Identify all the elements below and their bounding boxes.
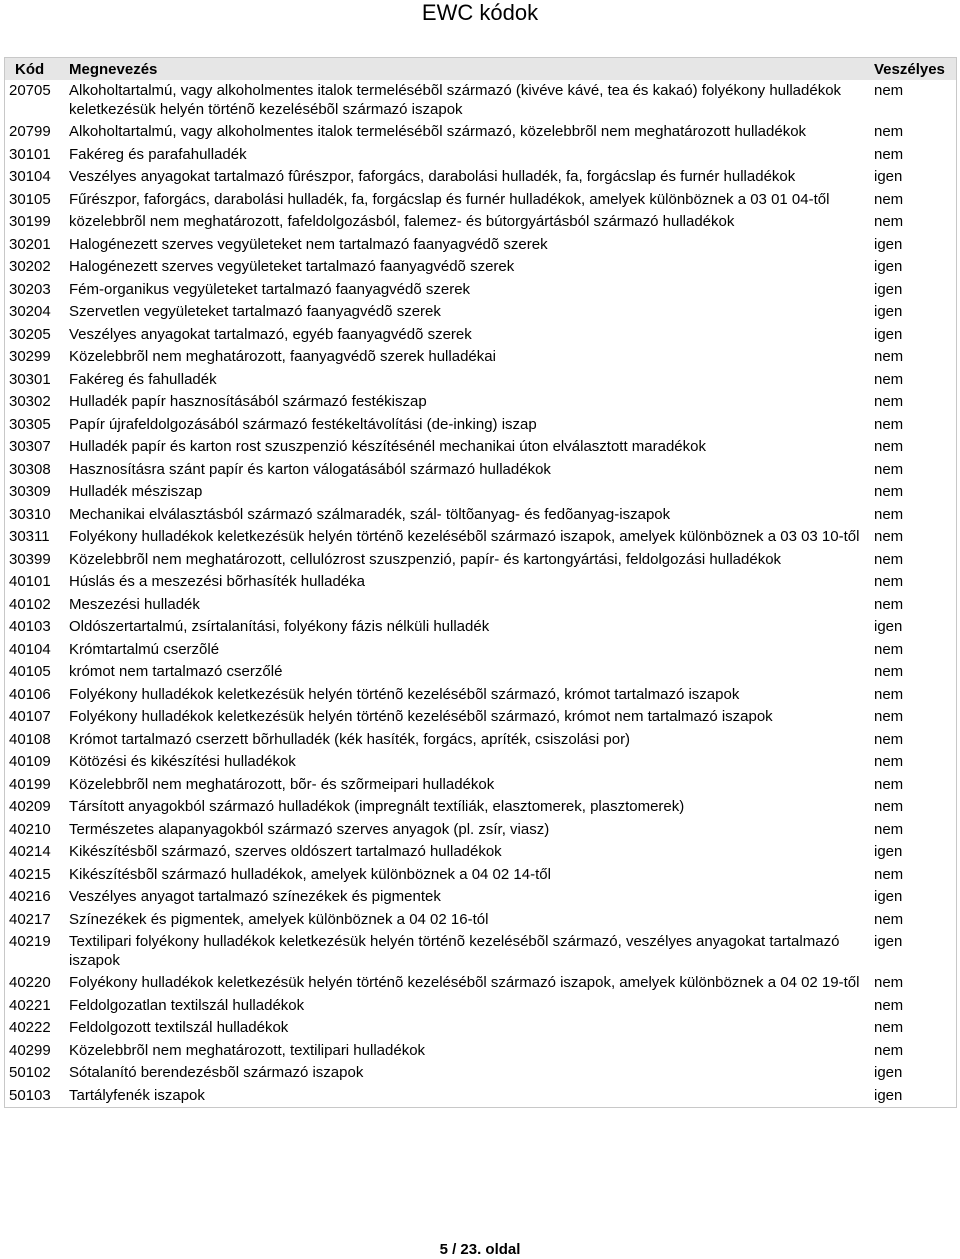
code-cell: 40103: [9, 618, 51, 635]
name-cell: Feldolgozott textilszál hulladékok: [69, 1019, 289, 1036]
table-row: [5, 346, 956, 369]
table-row: [5, 504, 956, 527]
table-row: [5, 774, 956, 797]
name-cell: Krómtartalmú cserzõlé: [69, 640, 220, 658]
table-row: [5, 121, 956, 144]
table-row: [5, 909, 956, 932]
code-cell: 40299: [9, 1041, 51, 1059]
table-row: [5, 684, 956, 707]
name-cell: Textilipari folyékony hulladékok keletkezésük helyén történõ kezelésébõl származó, veszélyes anyagokat tartalmazó iszapok: [69, 933, 840, 969]
hazardous-cell: igen: [874, 1086, 903, 1104]
name-cell: Folyékony hulladékok keletkezésük helyén történõ kezelésébõl származó, krómot nem tartalmazó iszapok: [69, 708, 773, 725]
table-row: [5, 841, 956, 864]
table-header: [5, 58, 956, 80]
code-cell: 30301: [9, 370, 51, 388]
name-cell: Hasznosításra szánt papír és karton válogatásából származó hulladékok: [69, 460, 551, 478]
hazardous-cell: nem: [874, 213, 904, 230]
table-row: [5, 931, 956, 972]
code-cell: 50102: [9, 1064, 51, 1081]
table-row: [5, 414, 956, 437]
name-cell: Kötözési és kikészítési hulladékok: [69, 753, 296, 770]
name-cell: Fakéreg és fahulladék: [69, 370, 217, 388]
column-header-hazardous: Veszélyes: [874, 60, 945, 78]
table-row: [5, 526, 956, 549]
hazardous-cell: igen: [874, 235, 903, 253]
table-row: [5, 661, 956, 684]
code-cell: 40199: [9, 775, 51, 793]
hazardous-cell: igen: [874, 280, 903, 298]
table-row: [5, 459, 956, 482]
code-cell: 30201: [9, 235, 51, 253]
hazardous-cell: nem: [874, 820, 904, 838]
code-cell: 40214: [9, 843, 51, 860]
code-cell: 30105: [9, 190, 51, 208]
table-row: [5, 144, 956, 167]
table-row: [5, 211, 956, 234]
table-row: [5, 301, 956, 324]
code-cell: 40215: [9, 865, 51, 883]
column-header-name: Megnevezés: [69, 60, 158, 78]
ewc-code-table: [4, 57, 957, 1108]
name-cell: Hulladék papír és karton rost szuszpenzió készítésénél mechanikai úton elválasztott maradékok: [69, 438, 706, 455]
code-cell: 40105: [9, 663, 51, 680]
table-row: [5, 234, 956, 257]
code-cell: 40104: [9, 640, 51, 658]
code-cell: 30104: [9, 168, 51, 185]
name-cell: Társított anyagokból származó hulladékok (impregnált textíliák, elasztomerek, plasztomerek): [69, 798, 685, 815]
code-cell: 30202: [9, 258, 51, 275]
code-cell: 40222: [9, 1019, 51, 1036]
hazardous-cell: nem: [874, 348, 904, 365]
code-cell: 30204: [9, 303, 51, 320]
code-cell: 30399: [9, 550, 51, 568]
hazardous-cell: nem: [874, 730, 904, 748]
hazardous-cell: igen: [874, 168, 903, 185]
table-row: [5, 549, 956, 572]
hazardous-cell: nem: [874, 528, 904, 545]
table-row: [5, 706, 956, 729]
name-cell: Hulladék papír hasznosításából származó festékiszap: [69, 393, 427, 410]
code-cell: 30311: [9, 528, 50, 545]
name-cell: Kikészítésbõl származó hulladékok, amelyek különböznek a 04 02 14-től: [69, 865, 551, 883]
hazardous-cell: nem: [874, 798, 904, 815]
code-cell: 40108: [9, 730, 51, 748]
code-cell: 40109: [9, 753, 51, 770]
table-row: [5, 972, 956, 995]
name-cell: Veszélyes anyagot tartalmazó színezékek és pigmentek: [69, 888, 441, 905]
name-cell: Krómot tartalmazó cserzett bõrhulladék (kék hasíték, forgács, apríték, csiszolási por): [69, 730, 631, 748]
hazardous-cell: nem: [874, 505, 904, 523]
hazardous-cell: nem: [874, 1019, 904, 1036]
table-row: [5, 324, 956, 347]
code-cell: 40219: [9, 933, 51, 950]
name-cell: Folyékony hulladékok keletkezésük helyén történõ kezelésébõl származó, krómot tartalmazó iszapok: [69, 685, 740, 703]
name-cell: Természetes alapanyagokból származó szerves anyagok (pl. zsír, viasz): [69, 820, 550, 838]
code-cell: 30305: [9, 415, 51, 433]
name-cell: Húslás és a meszezési bõrhasíték hulladéka: [69, 573, 365, 590]
hazardous-cell: nem: [874, 685, 904, 703]
hazardous-cell: nem: [874, 775, 904, 793]
table-row: [5, 729, 956, 752]
code-cell: 40209: [9, 798, 51, 815]
hazardous-cell: igen: [874, 888, 903, 905]
hazardous-cell: nem: [874, 910, 904, 928]
table-row: [5, 166, 956, 189]
hazardous-cell: igen: [874, 258, 903, 275]
code-cell: 40210: [9, 820, 51, 838]
code-cell: 40101: [9, 573, 51, 590]
name-cell: Sótalanító berendezésbõl származó iszapok: [69, 1064, 364, 1081]
table-row: [5, 369, 956, 392]
hazardous-cell: nem: [874, 1041, 904, 1059]
name-cell: Alkoholtartalmú, vagy alkoholmentes italok termelésébõl származó (kivéve kávé, tea és kakaó) folyékony hulladékok keletkezésük helyén történõ kezelésébõl származó iszapok: [69, 82, 842, 118]
hazardous-cell: igen: [874, 1064, 903, 1081]
table-row: [5, 436, 956, 459]
code-cell: 40102: [9, 595, 51, 613]
hazardous-cell: nem: [874, 145, 904, 163]
hazardous-cell: nem: [874, 640, 904, 658]
code-cell: 30299: [9, 348, 51, 365]
table-row: [5, 1085, 956, 1108]
hazardous-cell: nem: [874, 438, 904, 455]
code-cell: 30205: [9, 325, 51, 343]
hazardous-cell: nem: [874, 190, 904, 208]
column-header-code: Kód: [15, 60, 45, 78]
name-cell: Közelebbrõl nem meghatározott, cellulózrost szuszpenzió, papír- és kartongyártási, feldolgozási hulladékok: [69, 550, 782, 568]
name-cell: Halogénezett szerves vegyületeket tartalmazó faanyagvédõ szerek: [69, 258, 515, 275]
code-cell: 20799: [9, 123, 51, 140]
code-cell: 30302: [9, 393, 51, 410]
name-cell: Veszélyes anyagokat tartalmazó fûrészpor, faforgács, darabolási hulladék, fa, forgácslap és furnér hulladékok: [69, 168, 796, 185]
name-cell: Veszélyes anyagokat tartalmazó, egyéb faanyagvédõ szerek: [69, 325, 472, 343]
table-row: [5, 995, 956, 1018]
hazardous-cell: igen: [874, 843, 903, 860]
hazardous-cell: nem: [874, 753, 904, 770]
table-row: [5, 639, 956, 662]
name-cell: Közelebbrõl nem meghatározott, bõr- és szõrmeipari hulladékok: [69, 775, 495, 793]
table-row: [5, 256, 956, 279]
hazardous-cell: nem: [874, 708, 904, 725]
table-row: [5, 594, 956, 617]
name-cell: Mechanikai elválasztásból származó szálmaradék, szál- töltõanyag- és fedõanyag-iszapok: [69, 505, 671, 523]
name-cell: Oldószertartalmú, zsírtalanítási, folyékony fázis nélküli hulladék: [69, 618, 490, 635]
hazardous-cell: nem: [874, 550, 904, 568]
hazardous-cell: nem: [874, 123, 904, 140]
hazardous-cell: nem: [874, 393, 904, 410]
name-cell: Tartályfenék iszapok: [69, 1086, 205, 1104]
table-row: [5, 481, 956, 504]
hazardous-cell: nem: [874, 460, 904, 478]
name-cell: krómot nem tartalmazó cserzőlé: [69, 663, 283, 680]
name-cell: Fakéreg és parafahulladék: [69, 145, 247, 163]
name-cell: Szervetlen vegyületeket tartalmazó faanyagvédõ szerek: [69, 303, 441, 320]
hazardous-cell: nem: [874, 865, 904, 883]
name-cell: Papír újrafeldolgozásából származó festékeltávolítási (de-inking) iszap: [69, 415, 537, 433]
hazardous-cell: igen: [874, 303, 903, 320]
hazardous-cell: nem: [874, 996, 904, 1014]
code-cell: 50103: [9, 1086, 51, 1104]
table-row: [5, 1062, 956, 1085]
table-row: [5, 571, 956, 594]
page-title: EWC kódok: [421, 0, 539, 25]
table-row: [5, 1040, 956, 1063]
code-cell: 40217: [9, 910, 51, 928]
hazardous-cell: nem: [874, 82, 904, 99]
code-cell: 30203: [9, 280, 51, 298]
table-row: [5, 886, 956, 909]
hazardous-cell: nem: [874, 974, 904, 991]
hazardous-cell: nem: [874, 595, 904, 613]
code-cell: 40221: [9, 996, 51, 1014]
code-cell: 30308: [9, 460, 51, 478]
name-cell: Feldolgozatlan textilszál hulladékok: [69, 996, 305, 1014]
name-cell: Hulladék mésziszap: [69, 483, 203, 500]
name-cell: Színezékek és pigmentek, amelyek különböznek a 04 02 16-tól: [69, 910, 489, 928]
hazardous-cell: nem: [874, 663, 904, 680]
hazardous-cell: nem: [874, 483, 904, 500]
page-number: 5 / 23. oldal: [439, 1241, 521, 1258]
code-cell: 40216: [9, 888, 51, 905]
hazardous-cell: nem: [874, 573, 904, 590]
table-row: [5, 189, 956, 212]
name-cell: Közelebbrõl nem meghatározott, faanyagvédõ szerek hulladékai: [69, 348, 496, 365]
name-cell: Meszezési hulladék: [69, 595, 200, 613]
table-row: [5, 796, 956, 819]
name-cell: Folyékony hulladékok keletkezésük helyén történõ kezelésébõl származó iszapok, amelyek különböznek a 03 03 10-től: [69, 528, 860, 545]
name-cell: Kikészítésbõl származó, szerves oldószert tartalmazó hulladékok: [69, 843, 502, 860]
table-row: [5, 80, 956, 121]
table-row: [5, 279, 956, 302]
code-cell: 30310: [9, 505, 51, 523]
table-row: [5, 819, 956, 842]
hazardous-cell: igen: [874, 325, 903, 343]
hazardous-cell: nem: [874, 370, 904, 388]
hazardous-cell: nem: [874, 415, 904, 433]
table-row: [5, 616, 956, 639]
table-body: [5, 80, 956, 1107]
code-cell: 40106: [9, 685, 51, 703]
code-cell: 30101: [9, 145, 51, 163]
name-cell: Halogénezett szerves vegyületeket nem tartalmazó faanyagvédõ szerek: [69, 235, 548, 253]
name-cell: közelebbrõl nem meghatározott, fafeldolgozásból, falemez- és bútorgyártásból származó hulladékok: [69, 213, 735, 230]
hazardous-cell: igen: [874, 618, 903, 635]
name-cell: Fűrészpor, faforgács, darabolási hulladék, fa, forgácslap és furnér hulladékok, amelyek különböznek a 03 01 04-től: [69, 190, 830, 208]
code-cell: 20705: [9, 82, 51, 99]
table-row: [5, 391, 956, 414]
table-row: [5, 864, 956, 887]
table-row: [5, 751, 956, 774]
name-cell: Közelebbrõl nem meghatározott, textilipari hulladékok: [69, 1041, 426, 1059]
table-row: [5, 1017, 956, 1040]
code-cell: 30307: [9, 438, 51, 455]
code-cell: 40107: [9, 708, 51, 725]
code-cell: 30309: [9, 483, 51, 500]
code-cell: 30199: [9, 213, 51, 230]
hazardous-cell: igen: [874, 933, 903, 950]
name-cell: Folyékony hulladékok keletkezésük helyén történõ kezelésébõl származó iszapok, amelyek különböznek a 04 02 19-től: [69, 974, 860, 991]
code-cell: 40220: [9, 974, 51, 991]
name-cell: Fém-organikus vegyületeket tartalmazó faanyagvédõ szerek: [69, 280, 471, 298]
name-cell: Alkoholtartalmú, vagy alkoholmentes italok termelésébõl származó, közelebbrõl nem meghatározott hulladékok: [69, 123, 807, 140]
